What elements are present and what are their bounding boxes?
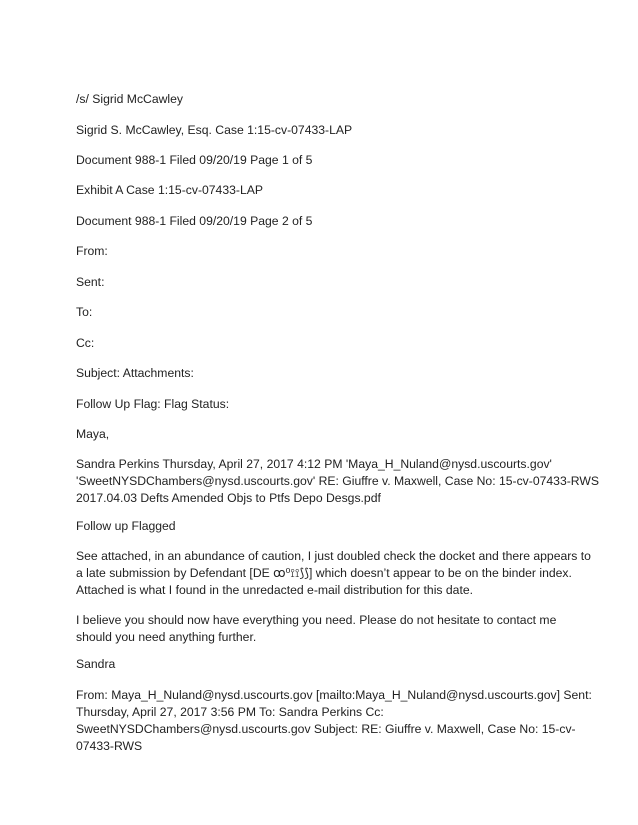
email-cc-label: Cc: <box>76 336 95 350</box>
document-header-page-2: Document 988-1 Filed 09/20/19 Page 2 of 5 <box>76 214 313 228</box>
email-from-label: From: <box>76 244 108 258</box>
email-subject-attachments-label: Subject: Attachments: <box>76 366 194 380</box>
document-header-page-1: Document 988-1 Filed 09/20/19 Page 1 of 5 <box>76 153 313 167</box>
header-values-line: Sandra Perkins Thursday, April 27, 2017 4:12 PM 'Maya_H_Nuland@nysd.uscourts.gov' <box>76 457 552 471</box>
email-sent-label: Sent: <box>76 275 105 289</box>
attorney-case-line: Sigrid S. McCawley, Esq. Case 1:15-cv-07433-LAP <box>76 123 353 137</box>
email-greeting: Maya, <box>76 427 110 441</box>
forwarded-header-line: 07433-RWS <box>76 739 143 753</box>
body-line: See attached, in an abundance of caution, I just doubled check the docket and there appears to <box>76 549 591 563</box>
forwarded-header-line: From: Maya_H_Nuland@nysd.uscourts.gov [mailto:Maya_H_Nuland@nysd.uscourts.gov] Sent: <box>76 688 592 702</box>
body-line: I believe you should now have everything you need. Please do not hesitate to contact me <box>76 613 557 627</box>
email-follow-up-flag-label: Follow Up Flag: Flag Status: <box>76 397 230 411</box>
email-to-label: To: <box>76 305 93 319</box>
header-values-line: 2017.04.03 Defts Amended Objs to Ptfs Depo Desgs.pdf <box>76 491 381 505</box>
header-values-line: 'SweetNYSDChambers@nysd.uscourts.gov' RE: Giuffre v. Maxwell, Case No: 15-cv-07433-RWS <box>76 474 599 488</box>
body-line: a late submission by Defendant [DE ꝏ⁰⟟⟟⟆⟆] which doesn’t appear to be on the binder index. <box>76 566 572 580</box>
body-line: Attached is what I found in the unredacted e-mail distribution for this date. <box>76 583 473 597</box>
email-header-values <box>76 456 599 507</box>
forwarded-header-line: SweetNYSDChambers@nysd.uscourts.gov Subject: RE: Giuffre v. Maxwell, Case No: 15-cv- <box>76 722 576 736</box>
email-sign-off: Sandra <box>76 657 116 671</box>
email-body-paragraph-1 <box>76 548 591 599</box>
email-flag-value: Follow up Flagged <box>76 519 176 533</box>
body-line: should you need anything further. <box>76 630 257 644</box>
forwarded-header-line: Thursday, April 27, 2017 3:56 PM To: Sandra Perkins Cc: <box>76 705 384 719</box>
email-body-paragraph-2 <box>76 612 562 646</box>
signature-line: /s/ Sigrid McCawley <box>76 92 184 106</box>
exhibit-line: Exhibit A Case 1:15-cv-07433-LAP <box>76 183 263 197</box>
forwarded-email-header <box>76 687 592 755</box>
